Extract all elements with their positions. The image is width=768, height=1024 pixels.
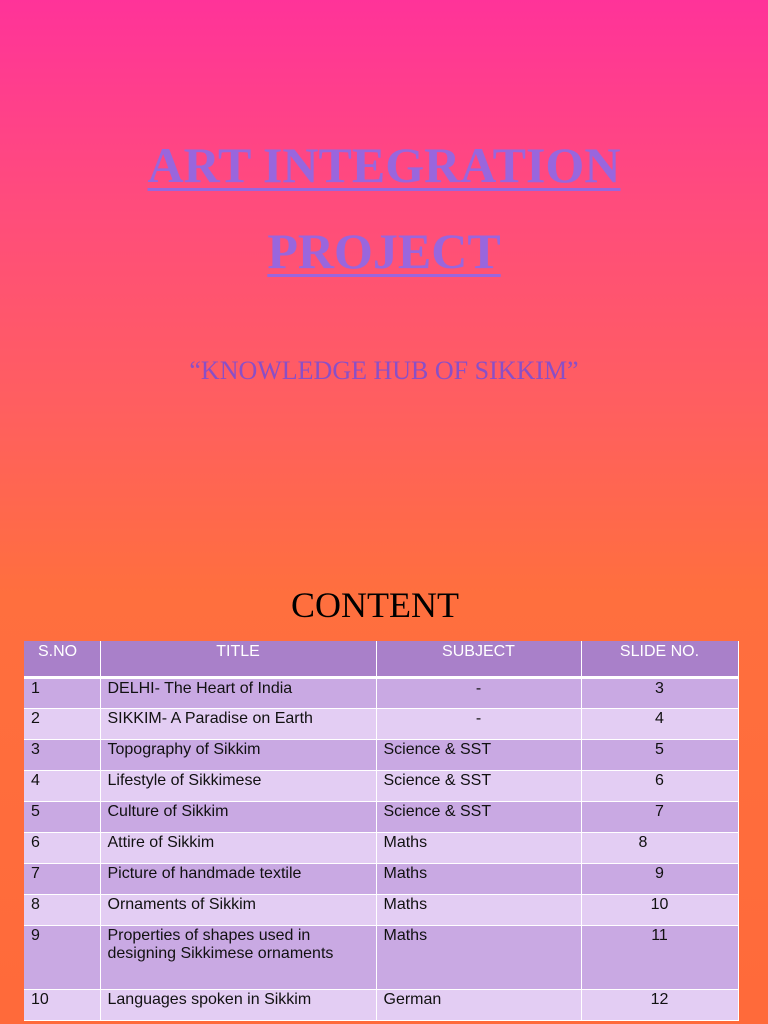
cell-sno: 1 (24, 677, 100, 708)
cell-sno: 7 (24, 863, 100, 894)
cell-slide: 12 (581, 989, 738, 1020)
header-sno: S.NO (24, 641, 100, 677)
table-row (24, 677, 738, 708)
cell-title: Lifestyle of Sikkimese (100, 770, 376, 801)
cell-sno: 6 (24, 832, 100, 863)
cell-slide: 6 (581, 770, 738, 801)
cell-title: Culture of Sikkim (100, 801, 376, 832)
cell-slide: 8 (581, 832, 738, 863)
cell-slide: 4 (581, 708, 738, 739)
content-table (24, 641, 739, 1021)
cell-slide: 3 (581, 677, 738, 708)
header-title: TITLE (100, 641, 376, 677)
project-title (0, 122, 768, 294)
cell-title: DELHI- The Heart of India (100, 677, 376, 708)
project-title-line2: PROJECT (267, 223, 501, 279)
cell-subject: Maths (376, 863, 581, 894)
project-title-line1: ART INTEGRATION (147, 137, 621, 193)
table-row (24, 863, 738, 894)
table-row (24, 925, 738, 989)
cell-title: SIKKIM- A Paradise on Earth (100, 708, 376, 739)
cell-title: Ornaments of Sikkim (100, 894, 376, 925)
cell-subject: Science & SST (376, 770, 581, 801)
cell-subject: Maths (376, 894, 581, 925)
cell-sno: 8 (24, 894, 100, 925)
cell-title: Languages spoken in Sikkim (100, 989, 376, 1020)
cell-subject: Science & SST (376, 739, 581, 770)
cell-subject: Maths (376, 925, 581, 989)
table-row (24, 832, 738, 863)
cell-title: Properties of shapes used in designing Sikkimese ornaments (100, 925, 376, 989)
cell-subject: - (376, 677, 581, 708)
table-row (24, 894, 738, 925)
cell-title: Topography of Sikkim (100, 739, 376, 770)
cell-slide: 10 (581, 894, 738, 925)
cell-sno: 2 (24, 708, 100, 739)
cell-sno: 5 (24, 801, 100, 832)
header-slide-no: SLIDE NO. (581, 641, 738, 677)
table-row (24, 708, 738, 739)
cell-sno: 10 (24, 989, 100, 1020)
cell-slide: 7 (581, 801, 738, 832)
table-header-row (24, 641, 738, 677)
cell-slide: 9 (581, 863, 738, 894)
cell-subject: German (376, 989, 581, 1020)
cell-sno: 4 (24, 770, 100, 801)
table-row (24, 739, 738, 770)
cell-slide: 5 (581, 739, 738, 770)
table-row (24, 770, 738, 801)
content-heading: CONTENT (291, 585, 459, 625)
header-subject: SUBJECT (376, 641, 581, 677)
table-row (24, 801, 738, 832)
cell-subject: Science & SST (376, 801, 581, 832)
cell-subject: - (376, 708, 581, 739)
cell-title: Attire of Sikkim (100, 832, 376, 863)
cell-slide: 11 (581, 925, 738, 989)
cell-subject: Maths (376, 832, 581, 863)
cell-sno: 9 (24, 925, 100, 989)
cell-title: Picture of handmade textile (100, 863, 376, 894)
cell-sno: 3 (24, 739, 100, 770)
table-row (24, 989, 738, 1020)
project-subtitle: “KNOWLEDGE HUB OF SIKKIM” (189, 356, 579, 385)
